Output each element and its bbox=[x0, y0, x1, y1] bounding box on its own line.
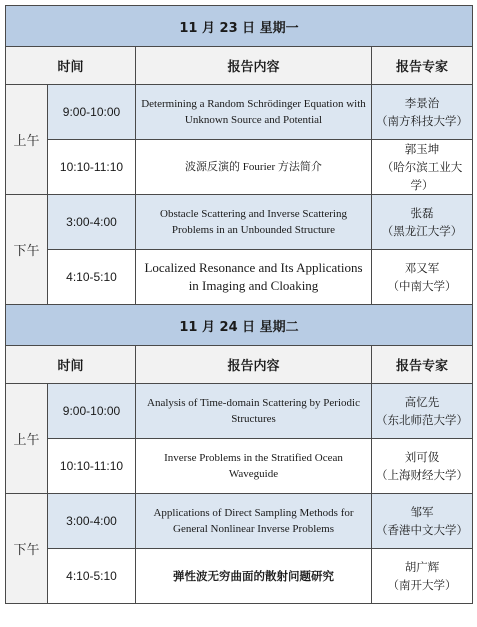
time-slot: 10:10-11:10 bbox=[48, 140, 136, 195]
speaker-affiliation: （哈尔滨工业大学） bbox=[381, 160, 463, 192]
speaker-name: 邹军 bbox=[410, 505, 434, 519]
speaker-affiliation: （上海财经大学） bbox=[376, 468, 469, 482]
talk-title: 波源反演的 Fourier 方法简介 bbox=[136, 140, 372, 195]
talk-title: Analysis of Time-domain Scattering by Periodic Structures bbox=[136, 384, 372, 439]
time-header: 时间 bbox=[6, 346, 136, 384]
speaker-affiliation: （东北师范大学） bbox=[376, 413, 469, 427]
speaker-cell bbox=[372, 140, 473, 195]
speaker-cell bbox=[372, 439, 473, 494]
speaker-affiliation: （南方科技大学） bbox=[376, 114, 469, 128]
speaker-name: 邓又军 bbox=[404, 261, 440, 275]
time-slot: 9:00-10:00 bbox=[48, 384, 136, 439]
speaker-cell bbox=[372, 494, 473, 549]
schedule-row bbox=[6, 384, 473, 439]
speaker-name: 刘可伋 bbox=[404, 450, 440, 464]
speaker-name: 郭玉坤 bbox=[404, 142, 440, 156]
period-label: 下午 bbox=[6, 494, 48, 604]
speaker-affiliation: （南开大学） bbox=[387, 578, 457, 592]
day-title: 11 月 24 日 星期二 bbox=[6, 305, 473, 346]
talk-title: Inverse Problems in the Stratified Ocean Waveguide bbox=[136, 439, 372, 494]
speaker-header: 报告专家 bbox=[372, 47, 473, 85]
period-label: 上午 bbox=[6, 384, 48, 494]
speaker-name: 高忆先 bbox=[404, 395, 440, 409]
period-label: 下午 bbox=[6, 195, 48, 305]
period-label: 上午 bbox=[6, 85, 48, 195]
speaker-cell bbox=[372, 195, 473, 250]
time-header: 时间 bbox=[6, 47, 136, 85]
day-title: 11 月 23 日 星期一 bbox=[6, 6, 473, 47]
time-slot: 4:10-5:10 bbox=[48, 549, 136, 604]
time-slot: 4:10-5:10 bbox=[48, 250, 136, 305]
schedule-row bbox=[6, 195, 473, 250]
speaker-header: 报告专家 bbox=[372, 346, 473, 384]
schedule-row bbox=[6, 85, 473, 140]
speaker-cell bbox=[372, 250, 473, 305]
talk-title: Localized Resonance and Its Applications in Imaging and Cloaking bbox=[136, 250, 372, 305]
schedule-table bbox=[5, 5, 473, 604]
time-slot: 10:10-11:10 bbox=[48, 439, 136, 494]
talk-title: 弹性波无穷曲面的散射问题研究 bbox=[136, 549, 372, 604]
schedule-row bbox=[6, 250, 473, 305]
schedule-row bbox=[6, 140, 473, 195]
speaker-affiliation: （黑龙江大学） bbox=[381, 224, 463, 238]
schedule-row bbox=[6, 439, 473, 494]
schedule-row bbox=[6, 549, 473, 604]
speaker-name: 李景治 bbox=[404, 96, 440, 110]
talk-title: Obstacle Scattering and Inverse Scattering Problems in an Unbounded Structure bbox=[136, 195, 372, 250]
schedule-row bbox=[6, 494, 473, 549]
speaker-cell bbox=[372, 549, 473, 604]
speaker-name: 胡广辉 bbox=[404, 560, 440, 574]
time-slot: 3:00-4:00 bbox=[48, 195, 136, 250]
time-slot: 3:00-4:00 bbox=[48, 494, 136, 549]
speaker-cell bbox=[372, 85, 473, 140]
speaker-cell bbox=[372, 384, 473, 439]
talk-title: Applications of Direct Sampling Methods for General Nonlinear Inverse Problems bbox=[136, 494, 372, 549]
time-slot: 9:00-10:00 bbox=[48, 85, 136, 140]
content-header: 报告内容 bbox=[136, 346, 372, 384]
content-header: 报告内容 bbox=[136, 47, 372, 85]
talk-title: Determining a Random Schrödinger Equation with Unknown Source and Potential bbox=[136, 85, 372, 140]
speaker-affiliation: （香港中文大学） bbox=[376, 523, 469, 537]
speaker-affiliation: （中南大学） bbox=[387, 279, 457, 293]
speaker-name: 张磊 bbox=[410, 206, 434, 220]
